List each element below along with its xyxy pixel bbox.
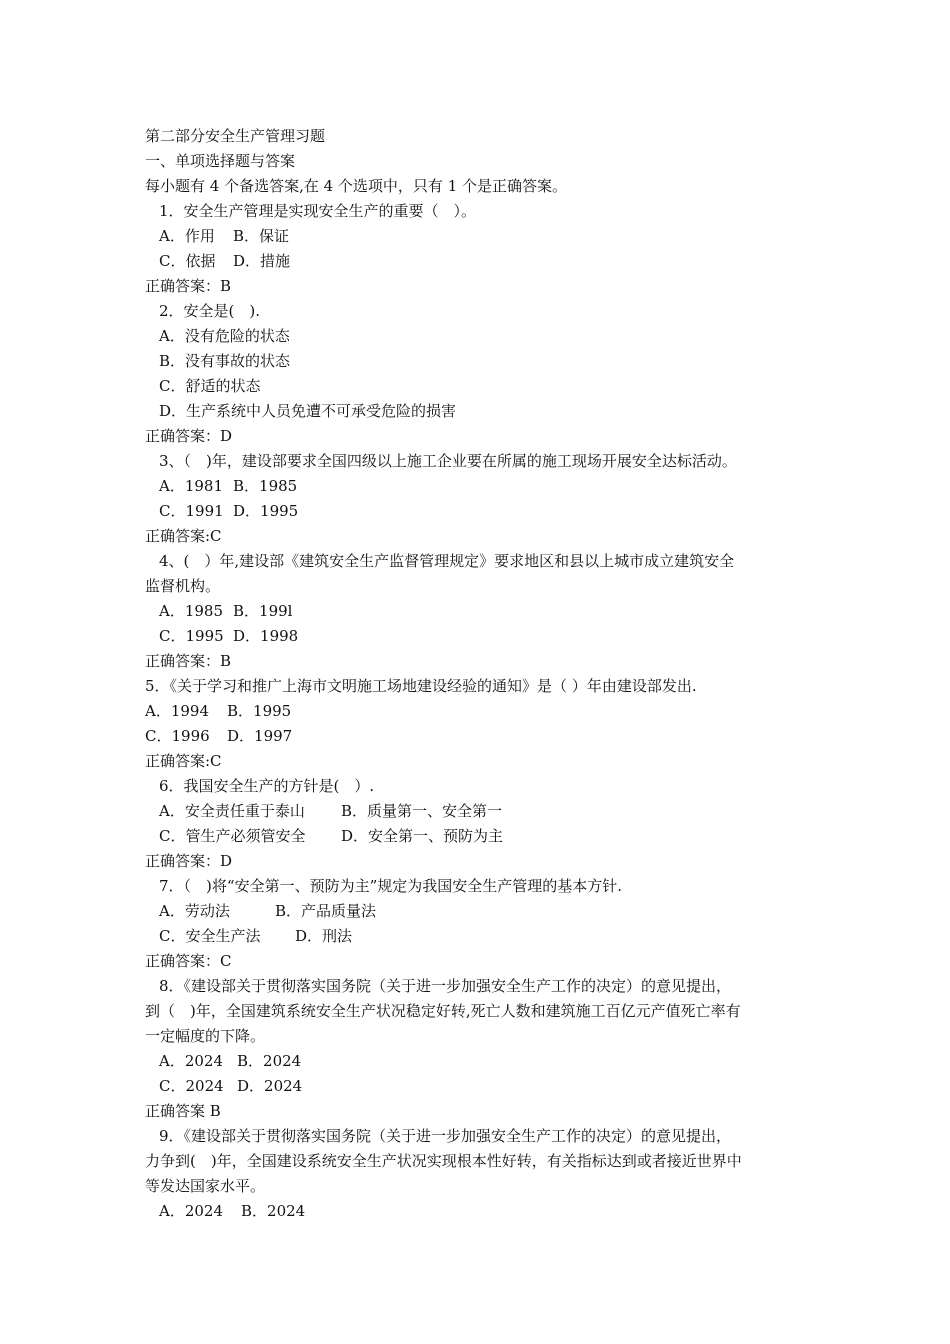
question-9-stem: 9．《建设部关于贯彻落实国务院（关于进一步加强安全生产工作的决定）的意见提出， [159, 1127, 732, 1145]
question-4-stem: 4、( ）年,建设部《建筑安全生产监督管理规定》要求地区和县以上城市成立建筑安全 [159, 552, 735, 570]
option-c: C．舒适的状态 [159, 377, 261, 395]
option-a: A．1981 [159, 477, 224, 495]
option-a: A．2024 [159, 1202, 224, 1220]
option-a: A．1994 [145, 702, 210, 720]
option-a: A．劳动法 [159, 902, 230, 920]
question-8-options-row-1 [145, 1049, 825, 1074]
question-9-stem-continued: 力争到( )年，全国建设系统安全生产状况实现根本性好转，有关指标达到或者接近世界中 [145, 1152, 742, 1170]
option-a: A．1985 [159, 602, 224, 620]
question-7-stem: 7．（ )将“安全第一、预防为主”规定为我国安全生产管理的基本方针. [159, 877, 623, 895]
question-4-answer: 正确答案：B [145, 652, 232, 670]
question-7-options-row-1 [145, 899, 825, 924]
question-8-stem: 8．《建设部关于贯彻落实国务院（关于进一步加强安全生产工作的决定）的意见提出， [159, 977, 732, 995]
question-4-options-row-2 [145, 624, 825, 649]
question-4-options-row-1 [145, 599, 825, 624]
question-5-stem: 5．《关于学习和推广上海市文明施工场地建设经验的通知》是（ ）年由建设部发出. [145, 677, 697, 695]
option-b: B．199l [233, 602, 293, 620]
option-b: B．2024 [237, 1052, 302, 1070]
option-d: D．安全第一、预防为主 [341, 827, 504, 845]
question-1-answer: 正确答案：B [145, 277, 232, 295]
option-c: C．2024 [159, 1077, 224, 1095]
option-d: D．2024 [237, 1077, 303, 1095]
option-c: C．1996 [145, 727, 210, 745]
question-7-answer: 正确答案：C [145, 952, 232, 970]
question-1-options-row-2 [145, 249, 825, 274]
option-d: D．1997 [227, 727, 293, 745]
option-b: B．保证 [233, 227, 290, 245]
question-5-options-row-1 [145, 699, 825, 724]
option-d: D．生产系统中人员免遭不可承受危险的损害 [159, 402, 457, 420]
question-7-options-row-2 [145, 924, 825, 949]
option-b: B．质量第一、安全第一 [341, 802, 503, 820]
option-a: A．没有危险的状态 [159, 327, 290, 345]
question-8-stem-continued: 到（ )年，全国建筑系统安全生产状况稳定好转,死亡人数和建筑施工百亿元产值死亡率有 [145, 1002, 741, 1020]
option-b: B．1985 [233, 477, 298, 495]
question-4-stem-continued: 监督机构。 [145, 577, 221, 595]
question-3-options-row-1 [145, 474, 825, 499]
question-3-options-row-2 [145, 499, 825, 524]
option-c: C．依据 [159, 252, 216, 270]
option-b: B．没有事故的状态 [159, 352, 291, 370]
option-d: D．刑法 [295, 927, 353, 945]
option-d: D．措施 [233, 252, 291, 270]
option-d: D．1995 [233, 502, 299, 520]
question-9-options-row-1 [145, 1199, 825, 1224]
option-a: A．作用 [159, 227, 215, 245]
question-3-stem: 3、（ )年，建设部要求全国四级以上施工企业要在所属的施工现场开展安全达标活动。 [159, 452, 737, 470]
question-1-options-row-1 [145, 224, 825, 249]
question-8-options-row-2 [145, 1074, 825, 1099]
question-6-stem: 6．我国安全生产的方针是( ）. [159, 777, 375, 795]
option-b: B．产品质量法 [275, 902, 377, 920]
question-2-answer: 正确答案：D [145, 427, 233, 445]
question-5-options-row-2 [145, 724, 825, 749]
question-6-options-row-1 [145, 799, 825, 824]
document-body [145, 124, 825, 1224]
instructions-text: 每小题有 4 个备选答案,在 4 个选项中，只有 1 个是正确答案。 [145, 177, 568, 195]
question-5-answer: 正确答案:C [145, 752, 222, 770]
option-b: B．2024 [241, 1202, 306, 1220]
option-d: D．1998 [233, 627, 299, 645]
question-2-stem: 2．安全是( ). [159, 302, 261, 320]
option-b: B．1995 [227, 702, 292, 720]
section-heading: 一、单项选择题与答案 [145, 152, 296, 170]
question-9-stem-continued: 等发达国家水平。 [145, 1177, 266, 1195]
option-c: C．安全生产法 [159, 927, 261, 945]
option-a: A．2024 [159, 1052, 224, 1070]
option-a: A．安全责任重于泰山 [159, 802, 305, 820]
question-6-options-row-2 [145, 824, 825, 849]
question-1-stem: 1．安全生产管理是实现安全生产的重要（ ）。 [159, 202, 477, 220]
option-c: C．1995 [159, 627, 224, 645]
question-3-answer: 正确答案:C [145, 527, 222, 545]
option-c: C．管生产必须管安全 [159, 827, 306, 845]
document-title: 第二部分安全生产管理习题 [145, 127, 326, 145]
question-8-stem-continued: 一定幅度的下降。 [145, 1027, 266, 1045]
question-8-answer: 正确答案 B [145, 1102, 221, 1120]
option-c: C．1991 [159, 502, 224, 520]
question-6-answer: 正确答案：D [145, 852, 233, 870]
